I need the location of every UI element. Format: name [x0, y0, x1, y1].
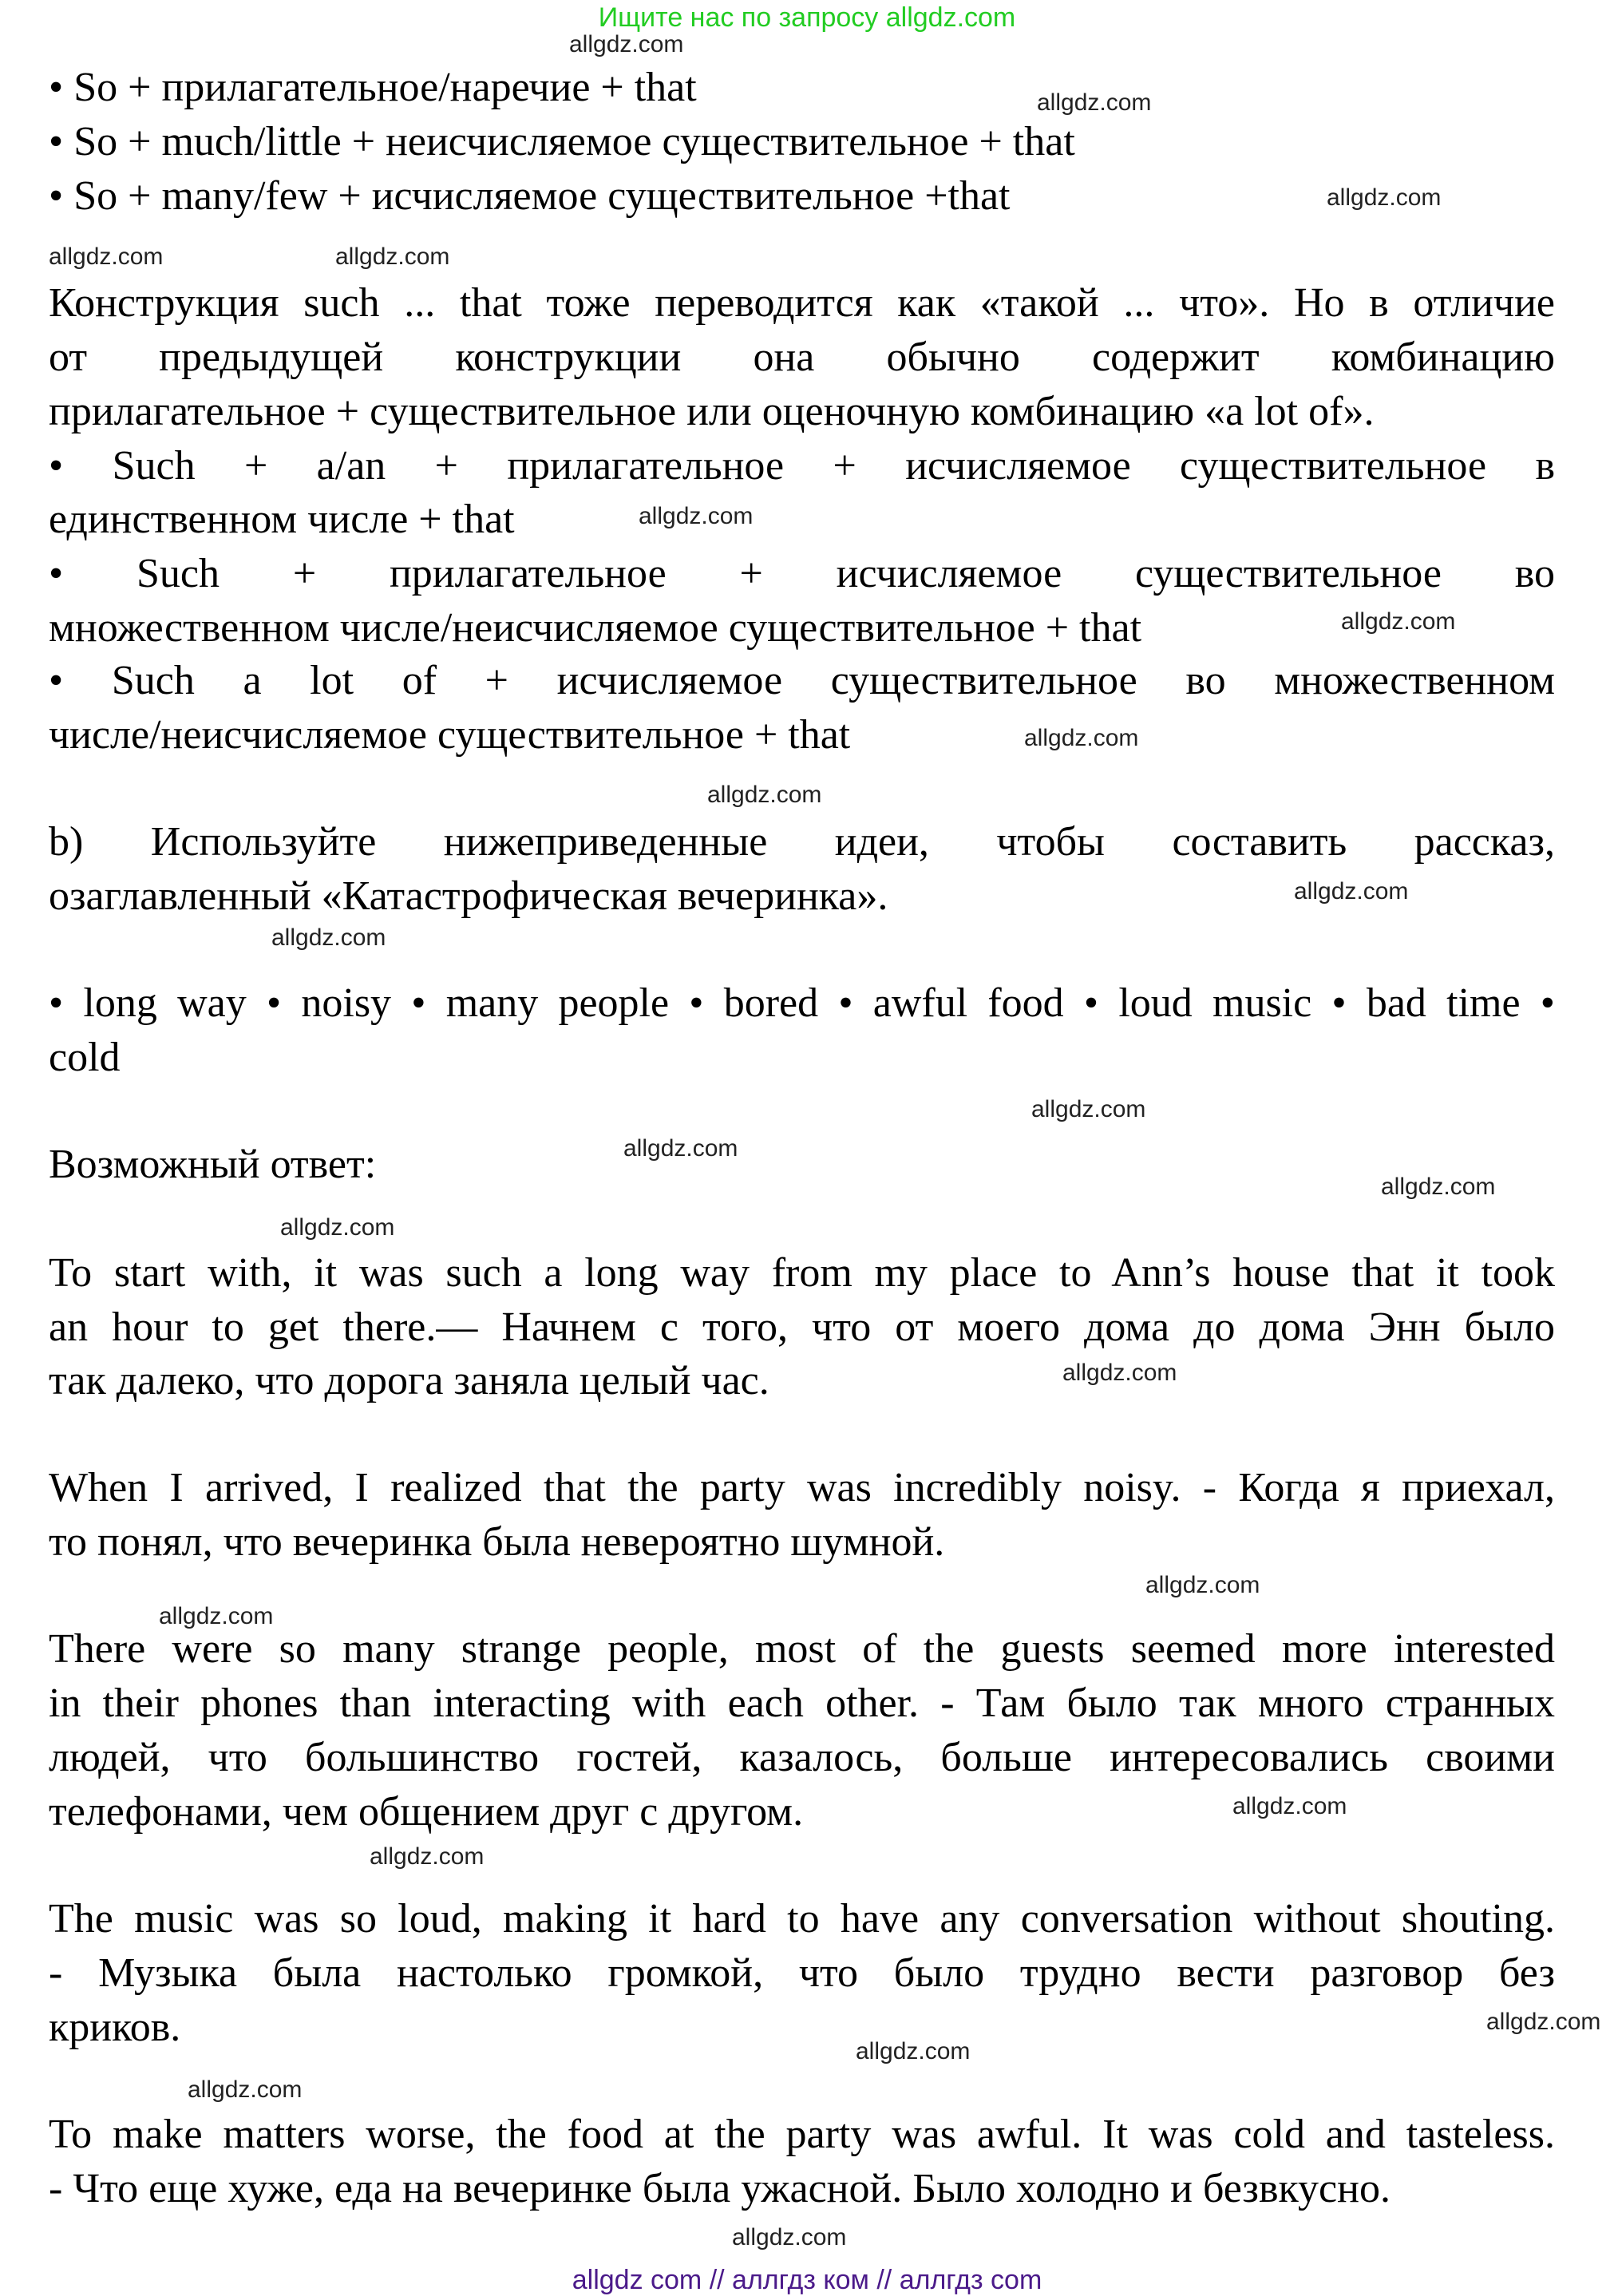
- watermark: allgdz.com: [1341, 608, 1456, 635]
- text-line: так далеко, что дорога заняла целый час.: [49, 1358, 769, 1403]
- text-line: от предыдущей конструкции она обычно содержит комбинацию: [49, 335, 1555, 380]
- text-line: криков.: [49, 2005, 181, 2050]
- text-line: множественном числе/неисчисляемое существительное + that: [49, 605, 1142, 651]
- watermark: allgdz.com: [856, 2038, 971, 2064]
- text-line: - Что еще хуже, еда на вечеринке была ужасной. Было холодно и безвкусно.: [49, 2166, 1390, 2211]
- watermark: allgdz.com: [1486, 2009, 1601, 2035]
- text-line: Конструкция such ... that тоже переводится как «такой ... что». Но в отличие: [49, 280, 1555, 326]
- text-line: • Such + прилагательное + исчисляемое существительное во: [49, 551, 1555, 596]
- watermark: allgdz.com: [370, 1843, 485, 1870]
- text-line: To make matters worse, the food at the party was awful. It was cold and tasteless.: [49, 2112, 1555, 2157]
- text-line: телефонами, чем общением друг с другом.: [49, 1789, 804, 1835]
- watermark: allgdz.com: [1294, 878, 1409, 905]
- watermark: allgdz.com: [159, 1603, 274, 1629]
- text-line: There were so many strange people, most of the guests seemed more interested: [49, 1626, 1555, 1672]
- text-line: The music was so loud, making it hard to have any conversation without shouting.: [49, 1896, 1555, 1942]
- text-line: an hour to get there.— Начнем с того, что от моего дома до дома Энн было: [49, 1304, 1555, 1350]
- watermark: allgdz.com: [188, 2076, 303, 2103]
- text-line: Возможный ответ:: [49, 1142, 377, 1187]
- text-line: • Such a lot of + исчисляемое существительное во множественном: [49, 658, 1555, 703]
- text-line: озаглавленный «Катастрофическая вечеринка».: [49, 873, 888, 919]
- watermark: allgdz.com: [1145, 1572, 1260, 1598]
- watermark: allgdz.com: [1381, 1174, 1496, 1200]
- text-line: b) Используйте нижеприведенные идеи, чтобы составить рассказ,: [49, 819, 1555, 865]
- watermark: allgdz.com: [707, 782, 822, 808]
- site-footer: allgdz com // аллгдз ком // аллгдз com: [572, 2265, 1042, 2295]
- text-line: людей, что большинство гостей, казалось, больше интересовались своими: [49, 1735, 1555, 1780]
- watermark: allgdz.com: [569, 31, 684, 57]
- text-line: прилагательное + существительное или оценочную комбинацию «a lot of».: [49, 389, 1375, 434]
- watermark: allgdz.com: [49, 243, 164, 270]
- text-line: • long way • noisy • many people • bored • awful food • loud music • bad time •: [49, 980, 1555, 1026]
- watermark: allgdz.com: [1232, 1793, 1347, 1819]
- watermark: allgdz.com: [1031, 1096, 1146, 1122]
- text-line: • So + much/little + неисчисляемое существительное + that: [49, 119, 1075, 164]
- text-line: единственном числе + that: [49, 497, 515, 542]
- text-line: To start with, it was such a long way from my place to Ann’s house that it took: [49, 1250, 1555, 1296]
- watermark: allgdz.com: [1327, 184, 1442, 211]
- text-line: When I arrived, I realized that the party was incredibly noisy. - Когда я приехал,: [49, 1465, 1555, 1510]
- watermark: allgdz.com: [1024, 725, 1139, 751]
- watermark: allgdz.com: [732, 2224, 847, 2250]
- text-line: то понял, что вечеринка была невероятно шумной.: [49, 1519, 945, 1565]
- text-line: - Музыка была настолько громкой, что было трудно вести разговор без: [49, 1950, 1555, 1996]
- watermark: allgdz.com: [623, 1135, 738, 1162]
- watermark: allgdz.com: [335, 243, 450, 270]
- watermark: allgdz.com: [280, 1214, 395, 1241]
- text-line: cold: [49, 1035, 121, 1080]
- watermark: allgdz.com: [1062, 1360, 1177, 1386]
- text-line: • Such + a/an + прилагательное + исчисляемое существительное в: [49, 443, 1555, 489]
- watermark: allgdz.com: [1037, 89, 1152, 116]
- text-line: числе/неисчисляемое существительное + that: [49, 712, 851, 758]
- text-line: • So + many/few + исчисляемое существительное +that: [49, 173, 1011, 219]
- site-banner: Ищите нас по запросу allgdz.com: [598, 2, 1016, 33]
- watermark: allgdz.com: [271, 924, 386, 951]
- watermark: allgdz.com: [639, 503, 754, 529]
- text-line: in their phones than interacting with each other. - Там было так много странных: [49, 1680, 1555, 1726]
- text-line: • So + прилагательное/наречие + that: [49, 65, 697, 110]
